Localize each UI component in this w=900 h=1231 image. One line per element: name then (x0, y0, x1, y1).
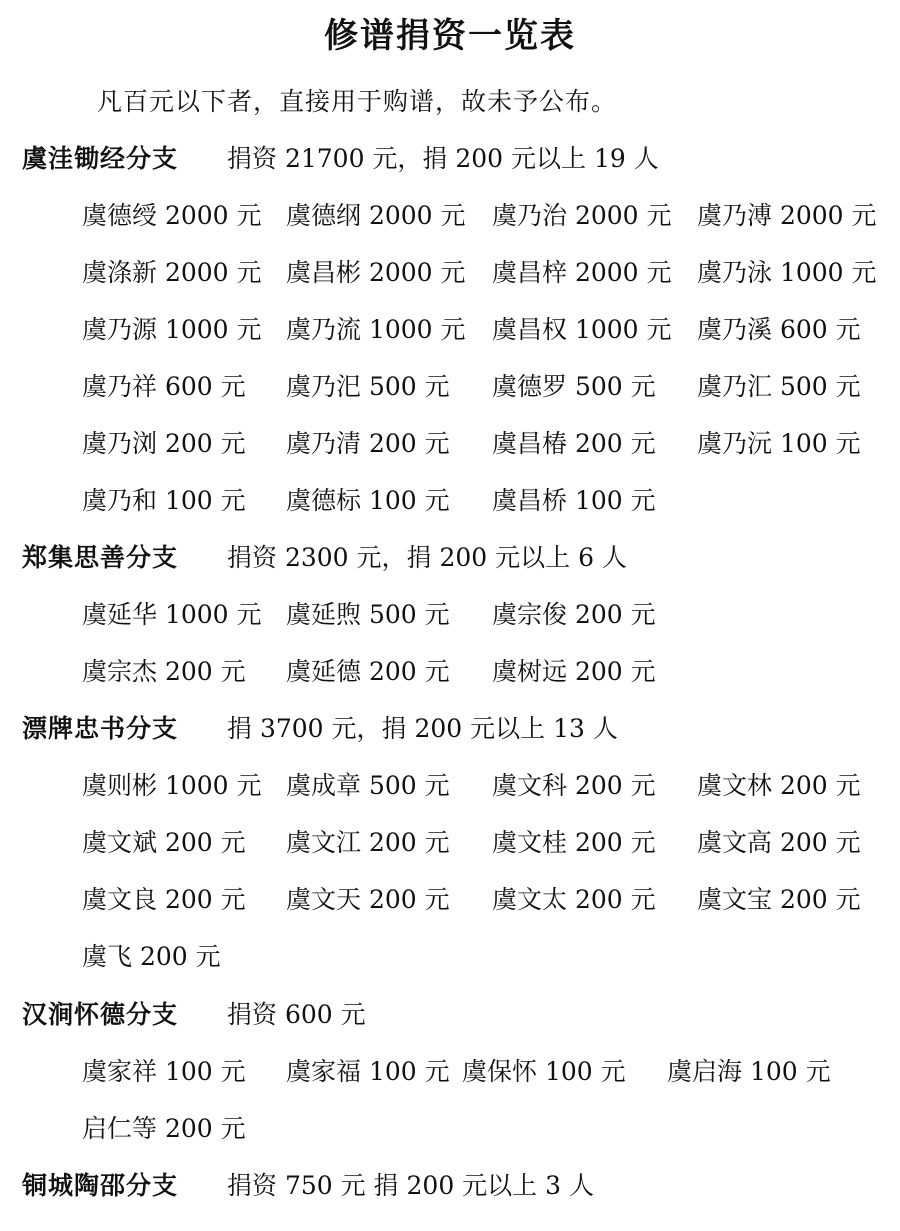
branch-summary: 捐资 750 元 捐 200 元以上 3 人 (227, 1171, 594, 1200)
branch-section (0, 529, 900, 700)
branch-section (0, 700, 900, 985)
intro-note: 凡百元以下者，直接用于购谱，故未予公布。 (97, 87, 618, 116)
donor-entry: 虞则彬 1000 元 (82, 771, 262, 800)
donor-row (0, 415, 900, 472)
donor-entry: 虞乃流 1000 元 (286, 315, 466, 344)
donor-entry: 虞保怀 100 元 (462, 1057, 626, 1086)
branch-summary: 捐资 2300 元，捐 200 元以上 6 人 (227, 543, 627, 572)
donor-row (0, 301, 900, 358)
donor-entry: 虞文高 200 元 (697, 828, 861, 857)
donor-entry: 虞乃沅 100 元 (697, 429, 861, 458)
donor-entry: 虞昌权 1000 元 (492, 315, 672, 344)
donor-entry: 虞昌椿 200 元 (492, 429, 656, 458)
donor-row (0, 928, 900, 985)
donor-entry: 虞宗杰 200 元 (82, 657, 246, 686)
donor-entry: 虞树远 200 元 (492, 657, 656, 686)
branch-name: 漂牌忠书分支 (22, 714, 179, 743)
donor-entry: 虞德标 100 元 (286, 486, 450, 515)
donor-entry: 虞乃溪 600 元 (697, 315, 861, 344)
branch-header (0, 700, 900, 757)
donor-entry: 虞乃汇 500 元 (697, 372, 861, 401)
donor-entry: 虞德绶 2000 元 (82, 201, 262, 230)
donor-entry: 虞宗俊 200 元 (492, 600, 656, 629)
branch-summary: 捐 3700 元，捐 200 元以上 13 人 (227, 714, 618, 743)
donor-row (0, 757, 900, 814)
donor-entry: 虞乃泳 1000 元 (697, 258, 877, 287)
donor-entry: 虞文桂 200 元 (492, 828, 656, 857)
branch-name: 铜城陶邵分支 (22, 1171, 179, 1200)
branch-summary: 捐资 21700 元，捐 200 元以上 19 人 (227, 144, 659, 173)
donor-entry: 虞文天 200 元 (286, 885, 450, 914)
donor-entry: 虞乃清 200 元 (286, 429, 450, 458)
donor-entry: 虞涤新 2000 元 (82, 258, 262, 287)
donor-row (0, 586, 900, 643)
donor-entry: 虞昌彬 2000 元 (286, 258, 466, 287)
branch-section (0, 1157, 900, 1214)
donor-row (0, 358, 900, 415)
donor-entry: 虞延煦 500 元 (286, 600, 450, 629)
donor-entry: 虞文斌 200 元 (82, 828, 246, 857)
donor-row (0, 814, 900, 871)
donor-row (0, 1043, 900, 1100)
donor-row (0, 871, 900, 928)
branch-name: 汉涧怀德分支 (22, 1000, 179, 1029)
branch-name: 郑集思善分支 (22, 543, 179, 572)
branch-header (0, 130, 900, 187)
donor-entry: 虞文良 200 元 (82, 885, 246, 914)
donor-entry: 虞文太 200 元 (492, 885, 656, 914)
donor-entry: 虞家祥 100 元 (82, 1057, 246, 1086)
donor-row (0, 187, 900, 244)
branch-section (0, 986, 900, 1157)
donor-entry: 虞德罗 500 元 (492, 372, 656, 401)
branch-section (0, 130, 900, 529)
branch-header (0, 986, 900, 1043)
donor-entry: 虞启海 100 元 (667, 1057, 831, 1086)
donor-row (0, 244, 900, 301)
donor-entry: 虞家福 100 元 (286, 1057, 450, 1086)
donor-entry: 虞文江 200 元 (286, 828, 450, 857)
donor-entry: 虞乃溥 2000 元 (697, 201, 877, 230)
donor-entry: 虞乃浏 200 元 (82, 429, 246, 458)
donor-row (0, 1100, 900, 1157)
donor-entry: 虞昌桥 100 元 (492, 486, 656, 515)
donor-entry: 虞延德 200 元 (286, 657, 450, 686)
document-title: 修谱捐资一览表 (324, 16, 576, 56)
donor-row (0, 643, 900, 700)
donor-entry: 虞延华 1000 元 (82, 600, 262, 629)
branch-summary: 捐资 600 元 (227, 1000, 366, 1029)
donor-entry: 虞乃和 100 元 (82, 486, 246, 515)
donor-entry: 虞乃源 1000 元 (82, 315, 262, 344)
donor-entry: 虞飞 200 元 (82, 942, 221, 971)
branch-header (0, 1157, 900, 1214)
donor-entry: 虞德纲 2000 元 (286, 201, 466, 230)
donor-entry: 虞乃祥 600 元 (82, 372, 246, 401)
donor-entry: 虞文科 200 元 (492, 771, 656, 800)
donor-entry: 虞昌梓 2000 元 (492, 258, 672, 287)
donor-entry: 虞成章 500 元 (286, 771, 450, 800)
donor-entry: 启仁等 200 元 (82, 1114, 246, 1143)
donor-row (0, 472, 900, 529)
donor-entry: 虞文宝 200 元 (697, 885, 861, 914)
branch-header (0, 529, 900, 586)
donor-entry: 虞乃汜 500 元 (286, 372, 450, 401)
donor-entry: 虞乃治 2000 元 (492, 201, 672, 230)
donor-entry: 虞文林 200 元 (697, 771, 861, 800)
branch-name: 虞洼锄经分支 (22, 144, 179, 173)
